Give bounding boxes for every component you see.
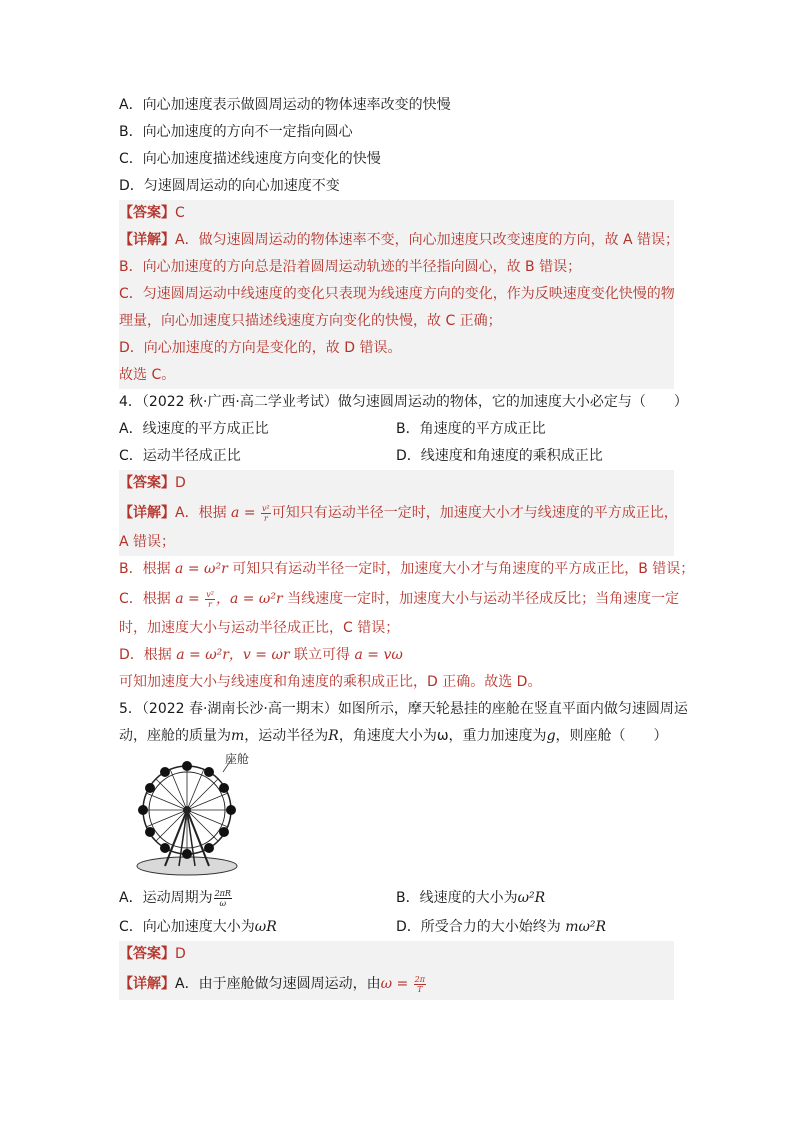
q5-option-b: [396, 882, 673, 914]
q3-option-b: B．向心加速度的方向不一定指向圆心: [119, 124, 353, 140]
q4-option-b: B．角速度的平方成正比: [396, 421, 546, 437]
q5-options-row: [119, 882, 674, 914]
detail-text: 当线速度一定时，加速度大小与运动半径成反比；当角速度一定: [287, 591, 680, 607]
figure-label: 座舱: [225, 752, 250, 766]
answer-value: C: [175, 205, 185, 221]
detail-text: D．根据: [119, 647, 172, 663]
q4-option-a: A．线速度的平方成正比: [119, 421, 269, 437]
ferris-wheel-figure: [119, 750, 674, 882]
detail-text: A．根据: [175, 505, 227, 521]
detail-label: 【详解】: [119, 976, 175, 992]
detail-text: A．由于座舱做匀速圆周运动，由: [175, 976, 381, 992]
q5-answer: [119, 941, 674, 968]
gravity-symbol: g: [546, 728, 556, 744]
q5-option-c: [119, 914, 396, 941]
q4-option-d: D．线速度和角速度的乘积成正比: [396, 448, 603, 464]
q4-detail-line: [119, 642, 674, 669]
q4-options-row: [119, 416, 674, 443]
q4-option-c: C．运动半径成正比: [119, 448, 241, 464]
q4-detail-line: [119, 556, 695, 583]
q4-options-row: [119, 443, 674, 470]
page-content: [119, 92, 695, 1000]
q5-options-row: [119, 914, 674, 941]
formula: a = $\frac{\text{v²}}{r}$: [226, 503, 270, 523]
q4-detail-line: A 错误；: [119, 534, 176, 550]
q4-detail-line: [119, 583, 680, 615]
q3-answer: [119, 200, 674, 227]
detail-text: B．根据: [119, 561, 171, 577]
q3-detail-line: B．向心加速度的方向总是沿着圆周运动轨迹的半径指向圆心，故 B 错误；: [119, 259, 582, 275]
formula: a = $\frac{\text{v²}}{r}$ ，a = ω²r: [170, 589, 288, 609]
option-text: B．线速度的大小为: [396, 890, 518, 906]
q4-detail-line: [119, 497, 678, 529]
q3-option-d: D．匀速圆周运动的向心加速度不变: [119, 178, 340, 194]
detail-text: 可知只有运动半径一定时，加速度大小才与角速度的平方成正比，B 错误；: [232, 561, 695, 577]
q5-stem: [119, 723, 674, 750]
detail-text: 可知只有运动半径一定时，加速度大小才与线速度的平方成正比，: [271, 505, 678, 521]
stem-text: ，则座舱（ ）: [555, 728, 668, 744]
q4-answer-block: [119, 470, 678, 556]
detail-label: 【详解】: [119, 232, 175, 248]
q4-detail-line: 时，加速度大小与运动半径成正比，C 错误；: [119, 620, 400, 636]
q3-detail-line: [119, 227, 680, 254]
q3-answer-block: [119, 200, 680, 389]
formula: a = ω²r: [170, 561, 233, 577]
q4-answer: [119, 470, 674, 497]
formula: ω²R: [517, 890, 546, 906]
q4-detail-line: 可知加速度大小与线速度和角速度的乘积成正比，D 正确。故选 D。: [119, 674, 542, 690]
stem-text: ，角速度大小为ω，重力加速度为: [338, 728, 547, 744]
stem-text: 动，座舱的质量为: [119, 728, 231, 744]
answer-label: 【答案】: [119, 475, 175, 491]
q4-stem: 4．（2022 秋·广西·高二学业考试）做匀速圆周运动的物体，它的加速度大小必定与（ ）: [119, 394, 688, 410]
ferris-wheel-icon: [123, 752, 243, 880]
stem-text: ，运动半径为: [244, 728, 329, 744]
formula: a = ω²r，v = ωr: [171, 647, 295, 663]
detail-text: 联立可得: [294, 647, 351, 663]
answer-label: 【答案】: [119, 946, 175, 962]
answer-value: D: [175, 475, 186, 491]
formula: a = vω: [350, 647, 403, 663]
formula: ω = $\frac{2\pi}{T}$: [380, 974, 425, 994]
q5-detail-line: [119, 968, 674, 1000]
q5-option-d: [396, 914, 673, 941]
q3-detail-line: C．匀速圆周运动中线速度的变化只表现为线速度方向的变化，作为反映速度变化快慢的物: [119, 286, 675, 302]
q3-detail-line: 理量，向心加速度只描述线速度方向变化的快慢，故 C 正确；: [119, 313, 502, 329]
q5-stem: 5．（2022 春·湖南长沙·高一期末）如图所示，摩天轮悬挂的座舱在竖直平面内做匀速圆周运: [119, 701, 688, 717]
answer-value: D: [175, 946, 186, 962]
q5-answer-block: [119, 941, 674, 1000]
formula: $\frac{2\pi R}{\omega}$: [214, 888, 231, 908]
mass-symbol: m: [231, 728, 245, 744]
option-text: A．运动周期为: [119, 890, 213, 906]
q5-option-a: [119, 882, 396, 914]
option-text: D．所受合力的大小始终为: [396, 919, 561, 935]
formula: ωR: [254, 919, 277, 935]
option-text: C．向心加速度大小为: [119, 919, 255, 935]
answer-label: 【答案】: [119, 205, 175, 221]
radius-symbol: R: [328, 728, 339, 744]
detail-text: C．根据: [119, 591, 171, 607]
detail-text: A．做匀速圆周运动的物体速率不变，向心加速度只改变速度的方向，故 A 错误；: [175, 232, 680, 248]
q3-option-a: A．向心加速度表示做圆周运动的物体速率改变的快慢: [119, 97, 451, 113]
detail-label: 【详解】: [119, 505, 175, 521]
q3-detail-line: 故选 C。: [119, 367, 176, 383]
q3-option-c: C．向心加速度描述线速度方向变化的快慢: [119, 151, 381, 167]
formula: mω²R: [560, 919, 607, 935]
q3-detail-line: D．向心加速度的方向是变化的，故 D 错误。: [119, 340, 402, 356]
